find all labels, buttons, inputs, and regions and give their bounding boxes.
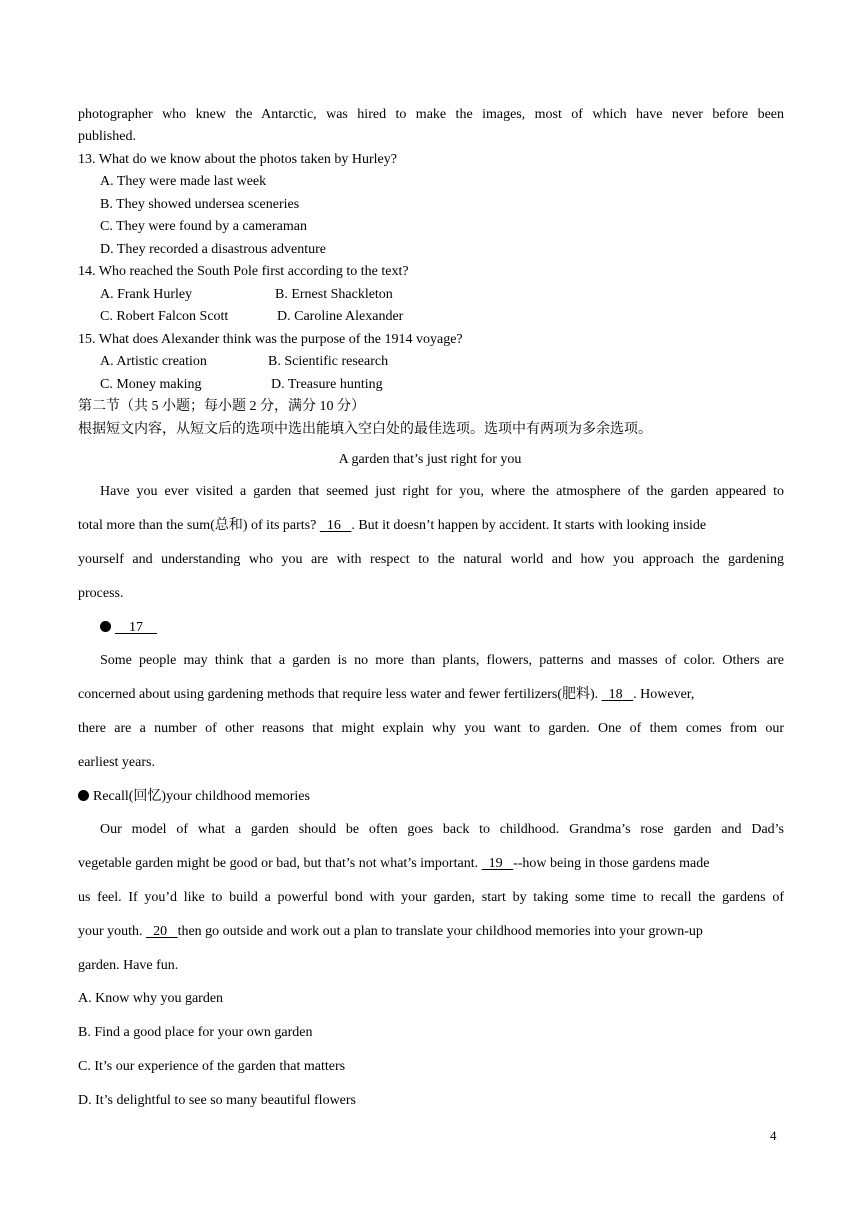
question-15-option-b: B. Scientific research [268, 354, 389, 369]
blank-16 [320, 518, 352, 533]
question-13-stem: 13. What do we know about the photos taken by Hurley? [78, 152, 397, 167]
page-number: 4 [770, 1128, 777, 1143]
question-14-option-b: B. Ernest Shackleton [275, 287, 393, 302]
blank-20-number: 20 [153, 924, 168, 939]
paragraph-1-line-2-start: total more than the sum(总和) of its parts? [78, 518, 317, 533]
question-14-option-d: D. Caroline Alexander [277, 309, 404, 324]
paragraph-2-line-3: there are a number of other reasons that might explain why you want to garden. One of them comes from our [78, 721, 784, 736]
choice-c: C. It’s our experience of the garden that matters [78, 1059, 346, 1074]
paragraph-3-line-2 [78, 855, 709, 873]
paragraph-2-line-2-end: . However, [633, 687, 695, 702]
paragraph-1-line-2-end: . But it doesn’t happen by accident. It starts with looking inside [351, 518, 707, 533]
paragraph-3-line-2-start: vegetable garden might be good or bad, but that’s not what’s important. [78, 856, 479, 871]
passage-title: A garden that’s just right for you [338, 452, 522, 467]
question-13-option-d: D. They recorded a disastrous adventure [100, 242, 326, 257]
paragraph-3-line-1: Our model of what a garden should be often goes back to childhood. Grandma’s rose garden and Dad’s [100, 822, 784, 837]
bullet-icon [100, 621, 111, 632]
paragraph-2-line-2-start: concerned about using gardening methods that require less water and fewer fertilizers(肥料). [78, 687, 599, 702]
choice-d: D. It’s delightful to see so many beautiful flowers [78, 1093, 356, 1108]
choice-b: B. Find a good place for your own garden [78, 1025, 313, 1040]
question-15-option-a: A. Artistic creation [100, 354, 207, 369]
choice-a: A. Know why you garden [78, 991, 224, 1006]
intro-line-2: published. [78, 129, 136, 144]
question-15-stem: 15. What does Alexander think was the purpose of the 1914 voyage? [78, 332, 463, 347]
heading-recall-text: Recall(回忆)your childhood memories [93, 789, 310, 804]
heading-recall [78, 788, 310, 806]
question-15-option-c: C. Money making [100, 377, 202, 392]
blank-19 [482, 856, 514, 871]
section-2-heading: 第二节（共 5 小题；每小题 2 分，满分 10 分） [78, 399, 365, 414]
bullet-icon [78, 790, 89, 801]
question-14-option-c: C. Robert Falcon Scott [100, 309, 229, 324]
blank-16-number: 16 [326, 518, 341, 533]
paragraph-3-line-3: us feel. If you’d like to build a powerful bond with your garden, start by taking some time to recall the gardens of [78, 890, 784, 905]
paragraph-1-line-4: process. [78, 586, 124, 601]
heading-blank-17 [100, 619, 157, 637]
section-2-instruction: 根据短文内容，从短文后的选项中选出能填入空白处的最佳选项。选项中有两项为多余选项。 [78, 422, 652, 437]
paragraph-1-line-1: Have you ever visited a garden that seemed just right for you, where the atmosphere of the garden appeared to [100, 484, 784, 499]
question-15-option-d: D. Treasure hunting [271, 377, 383, 392]
blank-18-number: 18 [608, 687, 623, 702]
paragraph-2-line-4: earliest years. [78, 755, 155, 770]
paragraph-1-line-2 [78, 517, 706, 535]
question-13-option-c: C. They were found by a cameraman [100, 219, 307, 234]
paragraph-3-line-5: garden. Have fun. [78, 958, 179, 973]
blank-18 [602, 687, 634, 702]
blank-17 [115, 620, 157, 635]
paragraph-1-line-3: yourself and understanding who you are with respect to the natural world and how you approach the gardening [78, 552, 784, 567]
question-13-option-b: B. They showed undersea sceneries [100, 197, 300, 212]
paragraph-3-line-4 [78, 923, 703, 941]
question-13-option-a: A. They were made last week [100, 174, 267, 189]
blank-17-number: 17 [129, 620, 143, 635]
paragraph-3-line-4-end: then go outside and work out a plan to translate your childhood memories into your grown-up [177, 924, 703, 939]
paragraph-2-line-1: Some people may think that a garden is no more than plants, flowers, patterns and masses of color. Others are [100, 653, 784, 668]
intro-line-1: photographer who knew the Antarctic, was hired to make the images, most of which have never before been [78, 107, 784, 122]
paragraph-3-line-4-start: your youth. [78, 924, 143, 939]
question-14-option-a: A. Frank Hurley [100, 287, 193, 302]
question-14-stem: 14. Who reached the South Pole first according to the text? [78, 264, 409, 279]
paragraph-3-line-2-end: --how being in those gardens made [513, 856, 710, 871]
blank-19-number: 19 [488, 856, 503, 871]
paragraph-2-line-2 [78, 686, 694, 704]
blank-20 [146, 924, 178, 939]
